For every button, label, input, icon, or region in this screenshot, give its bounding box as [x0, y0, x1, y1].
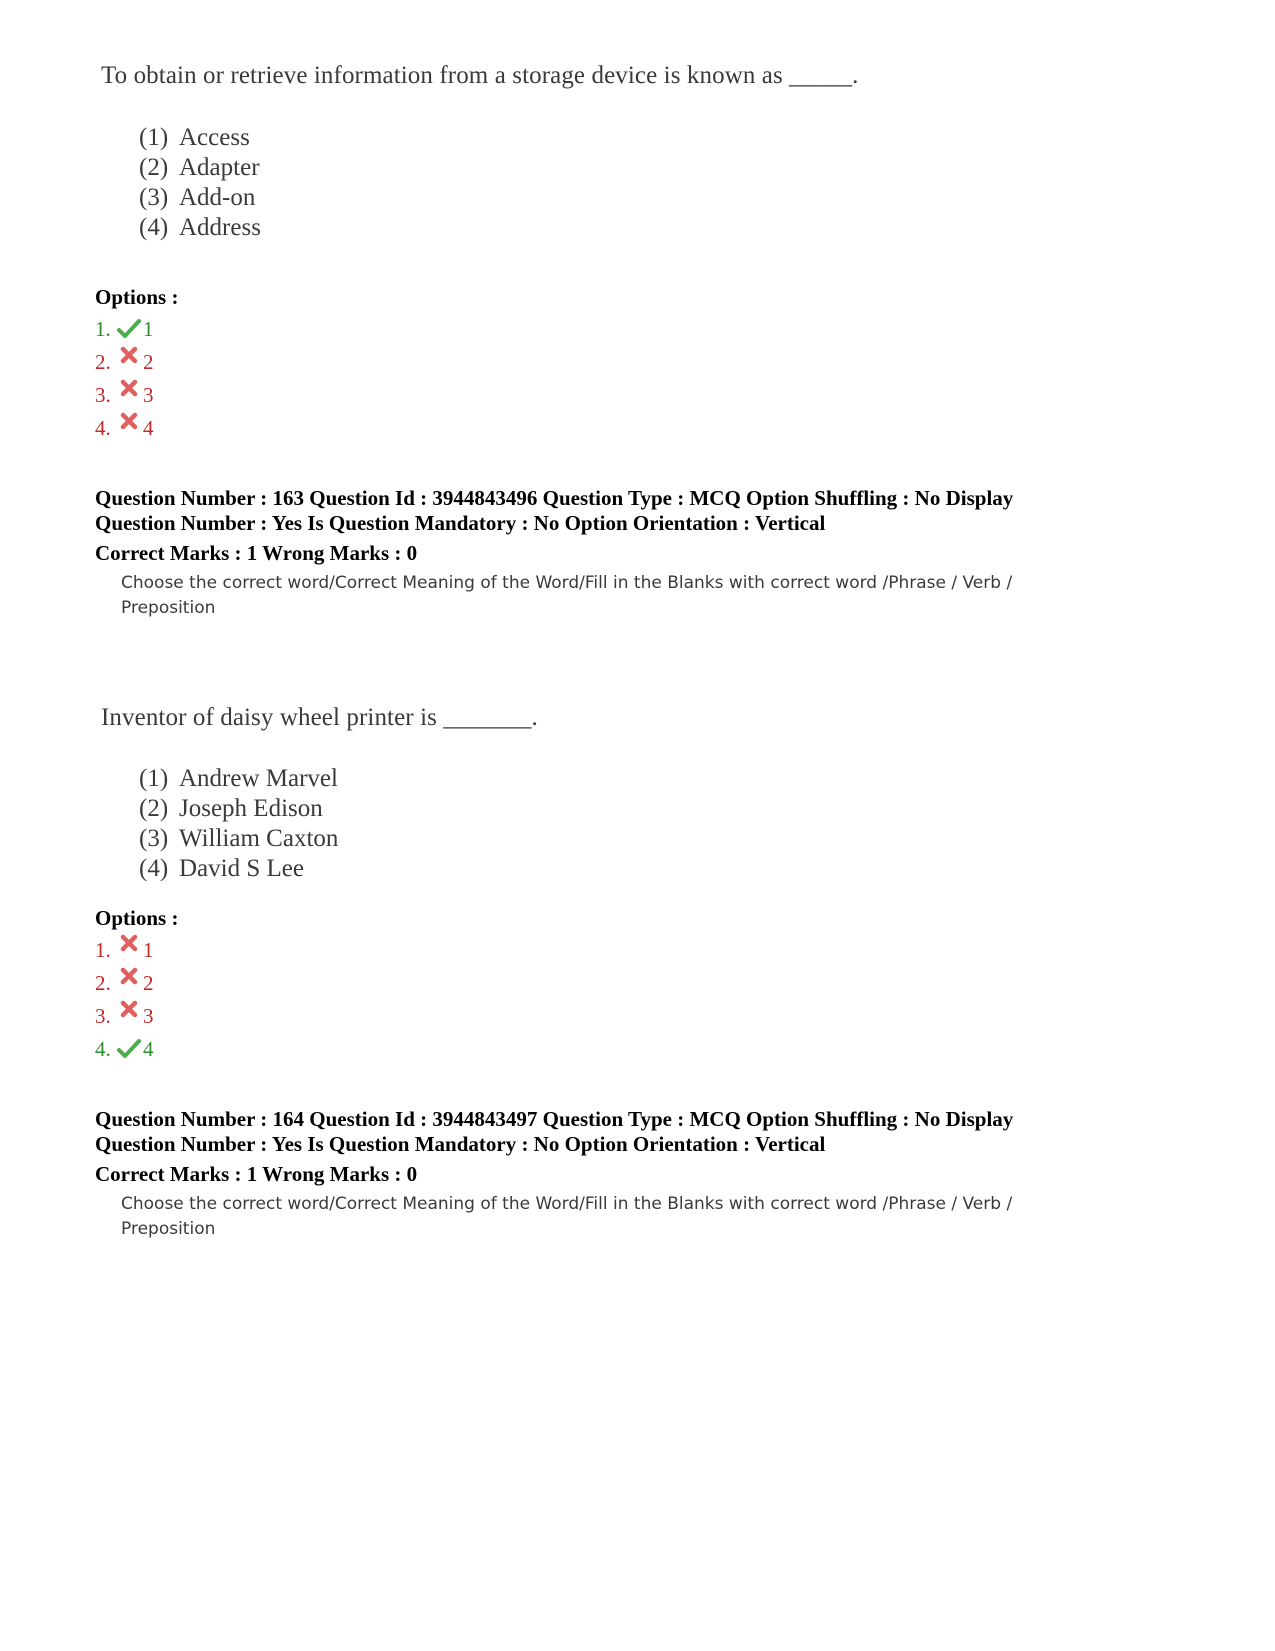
choice-number: (3): [139, 825, 169, 852]
option-index: 3.: [95, 383, 111, 407]
options-heading: Options :: [95, 285, 179, 309]
option-value: 1: [143, 317, 154, 341]
choice-item: [139, 183, 261, 213]
question-stem: To obtain or retrieve information from a storage device is known as _____.: [101, 62, 859, 89]
choice-number: (1): [139, 124, 169, 151]
option-index: 1.: [95, 938, 111, 962]
option-value: 2: [143, 971, 154, 995]
option-index: 3.: [95, 1004, 111, 1028]
choice-number: (3): [139, 184, 169, 211]
choice-item: [139, 213, 261, 243]
option-index: 4.: [95, 416, 111, 440]
option-row: [95, 967, 154, 1000]
option-row: [95, 346, 154, 379]
option-value: 1: [143, 938, 154, 962]
choice-item: [139, 153, 261, 183]
option-row: [95, 1000, 154, 1033]
choice-text: Adapter: [179, 154, 260, 181]
question-marks: Correct Marks : 1 Wrong Marks : 0: [95, 541, 418, 565]
choice-number: (4): [139, 214, 169, 241]
question-stem: Inventor of daisy wheel printer is _______.: [101, 704, 538, 731]
choice-list: [139, 764, 338, 884]
choice-item: [139, 794, 338, 824]
choice-text: William Caxton: [179, 825, 339, 852]
choice-item: [139, 824, 338, 854]
choice-text: Address: [179, 214, 261, 241]
option-value: 4: [143, 1037, 154, 1061]
cross-icon: [117, 1005, 143, 1029]
option-value: 3: [143, 383, 154, 407]
option-row: [95, 379, 154, 412]
choice-item: [139, 764, 338, 794]
check-icon: [117, 1038, 143, 1062]
choice-number: (1): [139, 765, 169, 792]
choice-text: David S Lee: [179, 855, 304, 882]
options-list: [95, 934, 154, 1066]
option-value: 3: [143, 1004, 154, 1028]
question-instruction: Choose the correct word/Correct Meaning of the Word/Fill in the Blanks with correct word /Phrase / Verb / Preposition: [121, 573, 1013, 618]
choice-number: (2): [139, 154, 169, 181]
choice-text: Add-on: [179, 184, 256, 211]
cross-icon: [117, 351, 143, 375]
question-meta-line-2: Question Number : Yes Is Question Mandatory : No Option Orientation : Vertical: [95, 511, 826, 535]
question-meta-line-1: Question Number : 164 Question Id : 3944843497 Question Type : MCQ Option Shuffling : No Display: [95, 1107, 1014, 1131]
check-icon: [117, 318, 143, 342]
question-instruction: Choose the correct word/Correct Meaning of the Word/Fill in the Blanks with correct word /Phrase / Verb / Preposition: [121, 1194, 1013, 1239]
option-value: 2: [143, 350, 154, 374]
option-index: 2.: [95, 971, 111, 995]
cross-icon: [117, 417, 143, 441]
choice-item: [139, 854, 338, 884]
option-index: 2.: [95, 350, 111, 374]
choice-list: [139, 123, 261, 243]
option-row: [95, 1033, 154, 1066]
option-row: [95, 313, 154, 346]
option-row: [95, 934, 154, 967]
cross-icon: [117, 972, 143, 996]
choice-number: (4): [139, 855, 169, 882]
question-marks: Correct Marks : 1 Wrong Marks : 0: [95, 1162, 418, 1186]
choice-text: Joseph Edison: [179, 795, 323, 822]
options-list: [95, 313, 154, 445]
option-index: 4.: [95, 1037, 111, 1061]
choice-text: Andrew Marvel: [179, 765, 338, 792]
option-index: 1.: [95, 317, 111, 341]
question-meta-line-1: Question Number : 163 Question Id : 3944843496 Question Type : MCQ Option Shuffling : No Display: [95, 486, 1014, 510]
question-meta-line-2: Question Number : Yes Is Question Mandatory : No Option Orientation : Vertical: [95, 1132, 826, 1156]
option-value: 4: [143, 416, 154, 440]
choice-item: [139, 123, 261, 153]
choice-number: (2): [139, 795, 169, 822]
cross-icon: [117, 939, 143, 963]
option-row: [95, 412, 154, 445]
choice-text: Access: [179, 124, 250, 151]
cross-icon: [117, 384, 143, 408]
options-heading: Options :: [95, 906, 179, 930]
